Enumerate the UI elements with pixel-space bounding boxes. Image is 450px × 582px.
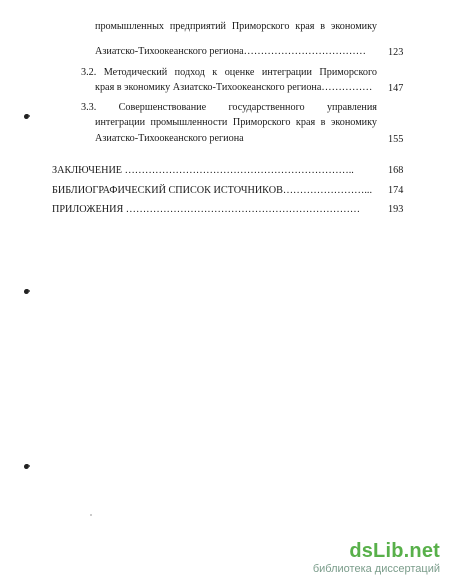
scan-speck [24,464,29,469]
watermark [313,540,440,576]
toc-entry-1-page: 123 [388,47,404,58]
scan-speck [24,289,29,294]
toc-entry-3-page: 155 [388,134,404,145]
toc-entry-1-line-1: промышленных предприятий Приморского края в экономику [95,21,377,32]
toc-section-bibliography-page: 174 [388,185,404,196]
toc-entry-2-page: 147 [388,83,404,94]
toc-entry-2-line-1: 3.2. Методический подход к оценке интеграции Приморского [81,67,377,78]
toc-section-bibliography: БИБЛИОГРАФИЧЕСКИЙ СПИСОК ИСТОЧНИКОВ……………………... [52,185,373,196]
toc-entry-1-line-2: Азиатско-Тихоокеанского региона……………………………… [95,46,366,57]
scan-speck [24,114,29,119]
toc-entry-3-line-1: 3.3. Совершенствование государственного управления [81,102,377,113]
scan-speck [90,514,92,516]
toc-section-conclusion: ЗАКЛЮЧЕНИЕ ………………………………………………………….. [52,165,354,176]
toc-section-appendices-page: 193 [388,204,404,215]
toc-entry-3-line-3: Азиатско-Тихоокеанского региона [95,133,244,144]
toc-entry-3-line-2: интеграции промышленности Приморского края в экономику [95,117,377,128]
toc-entry-2-line-2: края в экономику Азиатско-Тихоокеанского региона…………… [95,82,373,93]
toc-section-conclusion-page: 168 [388,165,404,176]
toc-section-appendices: ПРИЛОЖЕНИЯ …………………………………………………………… [52,204,361,215]
watermark-subtitle: библиотека диссертаций [312,563,440,575]
watermark-logo: dsLib.net [349,540,440,562]
